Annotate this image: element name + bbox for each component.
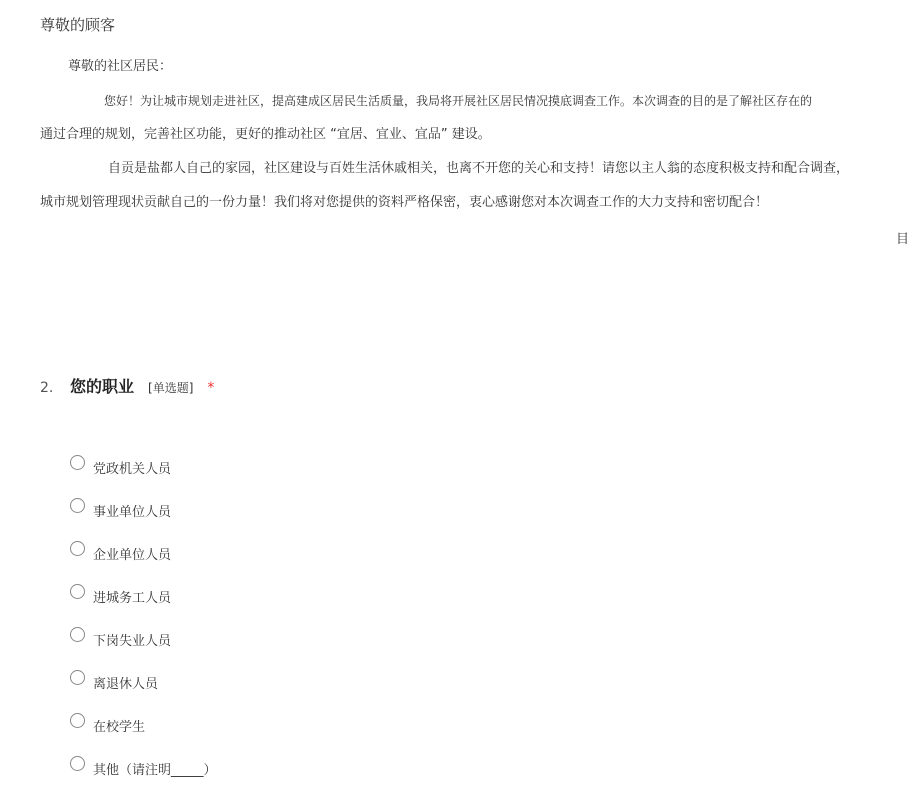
radio-button[interactable] [70,627,85,642]
question-occupation [40,374,214,397]
occupation-options [70,446,217,790]
option-label: 下岗失业人员 [93,634,172,649]
question-title: 您的职业 [70,377,135,396]
question-number: 2. [40,380,54,396]
required-mark: * [207,380,215,396]
intro-paragraph1-line2: 通过合理的规划，完善社区功能，更好的推动社区 “宜居、宜业、宜品” 建设。 [40,127,491,142]
option-label: 党政机关人员 [93,462,172,477]
radio-button[interactable] [70,713,85,728]
intro-paragraph1-line1: 您好！为让城市规划走进社区，提高建成区居民生活质量，我局将开展社区居民情况摸底调查工作。本次调查的目的是了解社区存在的 [104,94,813,108]
option-retired[interactable] [70,661,217,704]
option-label: 在校学生 [93,720,146,735]
radio-button[interactable] [70,455,85,470]
option-migrant-worker[interactable] [70,575,217,618]
option-student[interactable] [70,704,217,747]
option-label: 进城务工人员 [93,591,172,606]
radio-button[interactable] [70,756,85,771]
option-public-institution[interactable] [70,489,217,532]
radio-button[interactable] [70,541,85,556]
survey-intro [40,56,920,226]
option-label: 离退休人员 [93,677,159,692]
radio-button[interactable] [70,670,85,685]
radio-button[interactable] [70,498,85,513]
option-label: 事业单位人员 [93,505,172,520]
question-type-label: [单选题] [148,381,194,395]
page-title: 尊敬的顾客 [40,16,116,34]
option-label: 其他（请注明_____） [93,763,217,778]
option-party-government[interactable] [70,446,217,489]
option-unemployed[interactable] [70,618,217,661]
intro-salutation: 尊敬的社区居民： [68,59,173,74]
option-label: 企业单位人员 [93,548,172,563]
option-other[interactable] [70,747,217,790]
intro-signature-fragment: 目 [896,232,910,247]
intro-paragraph2-line1: 自贡是盐都人自己的家园，社区建设与百姓生活休戚相关，也离不开您的关心和支持！请您以主人翁的态度积极支持和配合调查， [108,161,850,176]
option-enterprise[interactable] [70,532,217,575]
intro-paragraph2-line2: 城市规划管理现状贡献自己的一份力量！我们将对您提供的资料严格保密，衷心感谢您对本次调查工作的大力支持和密切配合！ [40,195,769,210]
radio-button[interactable] [70,584,85,599]
